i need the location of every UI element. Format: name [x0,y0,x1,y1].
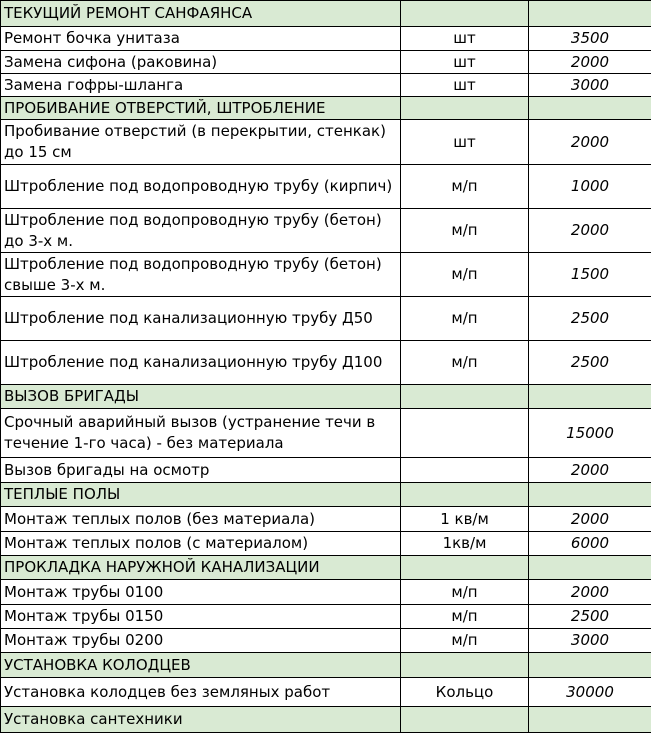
service-price: 15000 [529,409,651,458]
section-empty-cell [529,653,651,678]
table-row [1,605,651,629]
service-unit: шт [401,74,529,97]
table-row [1,507,651,532]
service-price: 6000 [529,532,651,556]
service-unit: м/п [401,580,529,605]
service-unit [401,458,529,483]
section-empty-cell [401,1,529,27]
service-price: 2500 [529,341,651,385]
service-unit: м/п [401,629,529,653]
service-name: Монтаж теплых полов (без материала) [1,507,401,532]
table-row [1,297,651,341]
section-title: Установка сантехники [1,707,401,733]
section-header-teplye-poly [1,483,651,507]
service-unit: шт [401,120,529,165]
service-price: 2000 [529,580,651,605]
service-name: Замена сифона (раковина) [1,51,401,74]
section-empty-cell [529,707,651,733]
service-name: Замена гофры-шланга [1,74,401,97]
service-price: 1000 [529,165,651,209]
service-unit: м/п [401,253,529,297]
service-price: 2000 [529,507,651,532]
section-header-kolodcy [1,653,651,678]
section-empty-cell [401,97,529,120]
service-name: Ремонт бочка унитаза [1,27,401,51]
table-row [1,458,651,483]
service-price: 30000 [529,678,651,707]
service-unit: 1 кв/м [401,507,529,532]
service-unit: шт [401,51,529,74]
service-price: 2000 [529,120,651,165]
service-price: 2000 [529,209,651,253]
service-name: Штробление под водопроводную трубу (бетон) свыше 3-х м. [1,253,401,297]
section-empty-cell [401,556,529,580]
service-name: Штробление под канализационную трубу Д100 [1,341,401,385]
service-price: 3500 [529,27,651,51]
table-row [1,74,651,97]
service-unit: Кольцо [401,678,529,707]
table-row [1,629,651,653]
section-empty-cell [529,556,651,580]
service-unit [401,409,529,458]
service-price: 1500 [529,253,651,297]
section-title: ТЕПЛЫЕ ПОЛЫ [1,483,401,507]
section-empty-cell [529,97,651,120]
section-header-santehnika [1,707,651,733]
table-row [1,580,651,605]
section-empty-cell [401,707,529,733]
section-empty-cell [401,385,529,409]
table-row [1,165,651,209]
service-price: 3000 [529,629,651,653]
price-table-body [1,1,651,733]
service-price: 2500 [529,605,651,629]
section-empty-cell [529,483,651,507]
service-price: 2000 [529,458,651,483]
table-row [1,409,651,458]
service-unit: м/п [401,297,529,341]
table-row [1,27,651,51]
section-title: ВЫЗОВ БРИГАДЫ [1,385,401,409]
table-row [1,51,651,74]
service-unit: м/п [401,165,529,209]
section-header-kanalizaciya [1,556,651,580]
service-name: Пробивание отверстий (в перекрытии, стенкак) до 15 см [1,120,401,165]
section-header-shtroblenie [1,97,651,120]
table-row [1,209,651,253]
table-row [1,341,651,385]
service-name: Срочный аварийный вызов (устранение течи в течение 1-го часа) - без материала [1,409,401,458]
section-header-sanfayans [1,1,651,27]
service-name: Вызов бригады на осмотр [1,458,401,483]
service-name: Установка колодцев без земляных работ [1,678,401,707]
service-name: Монтаж теплых полов (с материалом) [1,532,401,556]
service-unit: м/п [401,209,529,253]
section-title: УСТАНОВКА КОЛОДЦЕВ [1,653,401,678]
table-row [1,253,651,297]
section-empty-cell [529,1,651,27]
service-name: Штробление под водопроводную трубу (бетон) до 3-х м. [1,209,401,253]
table-row [1,120,651,165]
section-empty-cell [401,653,529,678]
service-price: 3000 [529,74,651,97]
service-price: 2500 [529,297,651,341]
section-title: ПРОКЛАДКА НАРУЖНОЙ КАНАЛИЗАЦИИ [1,556,401,580]
service-name: Монтаж трубы 0100 [1,580,401,605]
service-name: Монтаж трубы 0200 [1,629,401,653]
service-price: 2000 [529,51,651,74]
service-name: Штробление под водопроводную трубу (кирпич) [1,165,401,209]
section-title: ТЕКУЩИЙ РЕМОНТ САНФАЯНСА [1,1,401,27]
service-unit: м/п [401,341,529,385]
service-unit: шт [401,27,529,51]
section-empty-cell [529,385,651,409]
service-name: Штробление под канализационную трубу Д50 [1,297,401,341]
service-unit: м/п [401,605,529,629]
section-header-vyzov [1,385,651,409]
section-empty-cell [401,483,529,507]
section-title: ПРОБИВАНИЕ ОТВЕРСТИЙ, ШТРОБЛЕНИЕ [1,97,401,120]
table-row [1,678,651,707]
service-name: Монтаж трубы 0150 [1,605,401,629]
table-row [1,532,651,556]
service-unit: 1кв/м [401,532,529,556]
